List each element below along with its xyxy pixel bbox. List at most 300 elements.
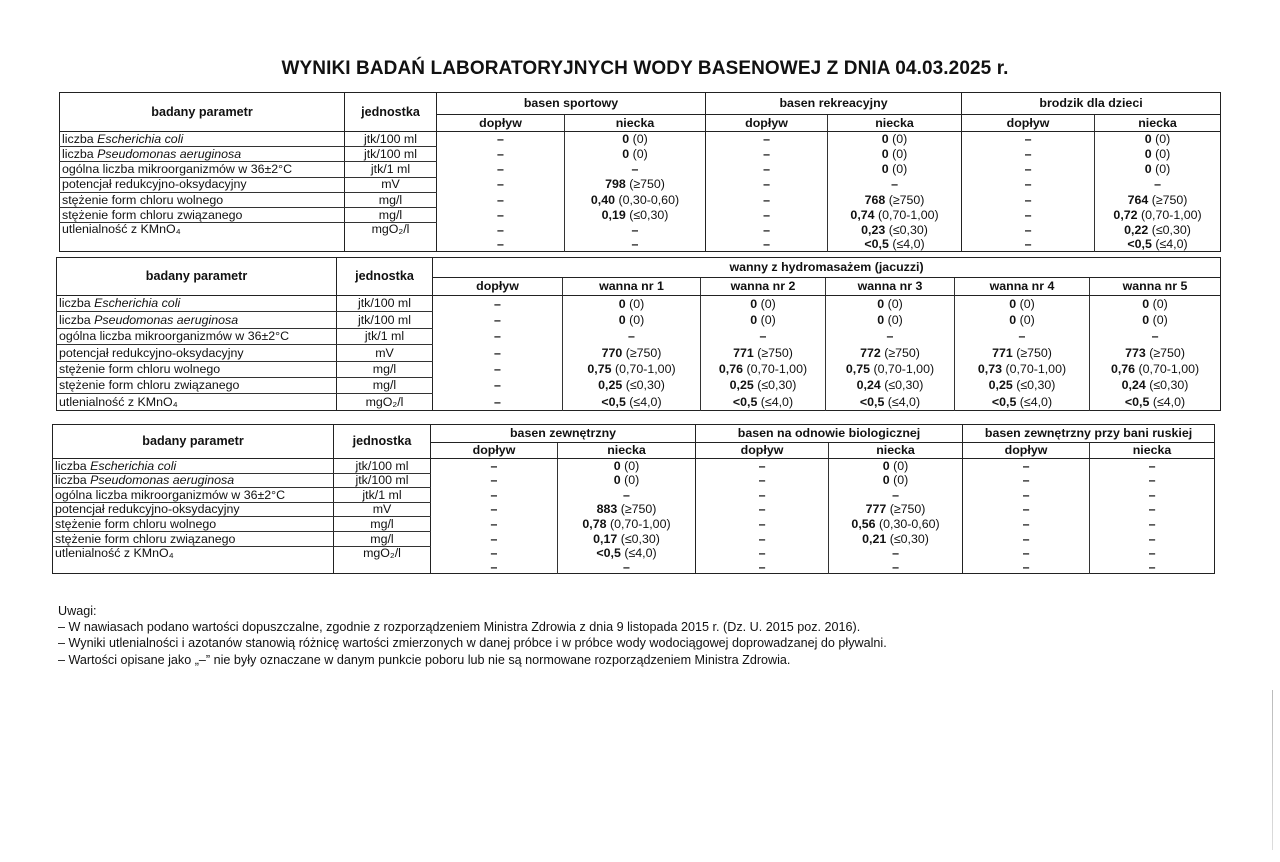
value-main: 0,24	[856, 378, 881, 393]
value-cell	[558, 502, 696, 517]
subheader-cell: niecka	[1095, 115, 1221, 132]
param-cell: stężenie form chloru wolnego	[57, 361, 337, 377]
param-cell: stężenie form chloru związanego	[53, 531, 334, 546]
value-cell	[829, 473, 963, 488]
value-cell	[828, 192, 962, 207]
value-limit: (≤4,0)	[1151, 237, 1188, 251]
value-cell	[829, 502, 963, 517]
value-cell	[828, 207, 962, 222]
param-cell: potencjał redukcyjno-oksydacyjny	[53, 502, 334, 517]
value-cell: –	[706, 162, 828, 177]
value-limit: (0,70-1,00)	[1137, 207, 1202, 222]
header-param: badany parametr	[53, 425, 334, 459]
value-main: 0,75	[845, 362, 871, 377]
value-cell: –	[955, 328, 1090, 344]
param-cell: stężenie form chloru wolnego	[53, 517, 334, 532]
param-cell: liczba Escherichia coli	[60, 132, 345, 147]
value-cell	[828, 238, 962, 251]
value-cell: –	[706, 223, 828, 238]
value-cell: –	[433, 361, 563, 377]
value-cell	[563, 394, 701, 410]
value-cell	[1095, 192, 1221, 207]
value-main: 0	[1142, 312, 1150, 327]
value-cell	[558, 517, 696, 532]
value-main: <0,5	[732, 394, 758, 409]
value-limit: (≥750)	[1012, 345, 1052, 360]
value-cell	[828, 147, 962, 162]
unit-cell: jtk/100 ml	[334, 473, 431, 488]
unit-cell: jtk/100 ml	[345, 147, 437, 162]
value-limit: (0,70-1,00)	[743, 362, 808, 377]
value-main: 0	[881, 132, 889, 147]
notes-heading: Uwagi:	[58, 604, 97, 618]
value-main: 768	[864, 192, 886, 207]
value-main: <0,5	[1127, 237, 1152, 251]
value-main: 770	[601, 345, 623, 360]
unit-cell: mgO₂/l	[337, 394, 433, 410]
subheader-cell: niecka	[558, 443, 696, 459]
unit-cell: jtk/100 ml	[337, 296, 433, 312]
value-cell	[565, 192, 706, 207]
subheader-cell: niecka	[828, 115, 962, 132]
value-cell: –	[701, 328, 826, 344]
value-limit: (≤0,30)	[886, 531, 929, 546]
value-cell: –	[828, 177, 962, 192]
value-limit: (≥750)	[622, 345, 662, 360]
value-cell	[565, 132, 706, 147]
value-cell	[826, 312, 955, 328]
group-header: brodzik dla dzieci	[962, 93, 1221, 115]
value-cell: –	[1090, 473, 1215, 488]
results-table-3	[52, 424, 1215, 574]
unit-cell: mgO₂/l	[334, 546, 431, 574]
value-cell: –	[437, 192, 565, 207]
value-limit: (≤4,0)	[1149, 394, 1186, 409]
value-cell	[1090, 361, 1221, 377]
value-limit: (≤0,30)	[622, 378, 665, 393]
value-cell	[1090, 345, 1221, 361]
unit-cell: mV	[345, 177, 437, 192]
value-cell: –	[962, 147, 1095, 162]
value-cell: –	[963, 502, 1090, 517]
value-cell	[563, 377, 701, 393]
value-main: 0	[882, 458, 890, 473]
unit-cell: jtk/100 ml	[337, 312, 433, 328]
value-cell: –	[431, 488, 558, 503]
value-main: 771	[733, 345, 754, 360]
header-row	[57, 258, 1221, 278]
value-cell: –	[431, 473, 558, 488]
unit-cell: mV	[334, 502, 431, 517]
value-cell: –	[433, 377, 563, 393]
value-cell	[828, 132, 962, 147]
value-cell: –	[696, 473, 829, 488]
value-cell: –	[696, 546, 829, 561]
value-limit: (≤4,0)	[888, 237, 925, 251]
param-cell: utlenialność z KMnO₄	[60, 223, 345, 251]
value-cell: –	[1090, 459, 1215, 474]
value-cell: –	[431, 531, 558, 546]
subheader-cell: niecka	[565, 115, 706, 132]
group-header: basen sportowy	[437, 93, 706, 115]
value-cell: –	[437, 207, 565, 222]
value-cell: –	[433, 394, 563, 410]
value-main: 0	[881, 147, 889, 162]
value-limit: (≥750)	[1148, 192, 1188, 207]
value-main: 0,72	[1113, 207, 1138, 222]
value-main: 0	[1142, 296, 1150, 311]
value-cell	[1095, 147, 1221, 162]
value-cell: –	[437, 132, 565, 147]
value-limit: (0,30-0,60)	[615, 192, 680, 207]
value-main: 0	[613, 458, 621, 473]
group-header: basen zewnętrzny przy bani ruskiej	[963, 425, 1215, 443]
value-cell: –	[558, 561, 696, 574]
table-row	[60, 162, 1221, 177]
value-cell: –	[433, 312, 563, 328]
value-limit: (≥750)	[886, 502, 926, 517]
param-cell: utlenialność z KMnO₄	[53, 546, 334, 574]
subheader-cell: wanna nr 2	[701, 278, 826, 296]
param-cell: potencjał redukcyjno-oksydacyjny	[60, 177, 345, 192]
value-cell	[826, 361, 955, 377]
value-cell: –	[696, 459, 829, 474]
value-cell: –	[1090, 328, 1221, 344]
value-cell: –	[706, 192, 828, 207]
subheader-cell: wanna nr 1	[563, 278, 701, 296]
value-cell	[829, 459, 963, 474]
value-cell: –	[558, 488, 696, 503]
value-limit: (0,70-1,00)	[870, 362, 935, 377]
value-main: 771	[992, 345, 1013, 360]
value-cell: –	[962, 132, 1095, 147]
table-row	[53, 488, 1215, 503]
value-cell	[701, 377, 826, 393]
value-cell	[826, 296, 955, 312]
value-limit: (≤0,30)	[753, 378, 797, 393]
subheader-cell: dopływ	[431, 443, 558, 459]
param-cell: potencjał redukcyjno-oksydacyjny	[57, 345, 337, 361]
unit-cell: mg/l	[334, 517, 431, 532]
value-main: <0,5	[859, 394, 885, 409]
value-cell: –	[829, 546, 963, 561]
results-table-2	[56, 257, 1221, 411]
value-main: 0,75	[587, 362, 612, 377]
value-cell: –	[962, 177, 1095, 192]
table-row	[60, 223, 1221, 238]
scan-edge-mark	[1272, 690, 1273, 850]
value-limit: (≥750)	[617, 502, 657, 517]
unit-cell: mgO₂/l	[345, 223, 437, 251]
value-main: 0,78	[582, 516, 607, 531]
value-cell: –	[433, 328, 563, 344]
param-cell: liczba Pseudomonas aeruginosa	[60, 147, 345, 162]
param-cell: stężenie form chloru wolnego	[60, 192, 345, 207]
unit-cell: jtk/1 ml	[345, 162, 437, 177]
value-cell	[1095, 132, 1221, 147]
value-cell	[1090, 296, 1221, 312]
unit-cell: mg/l	[337, 361, 433, 377]
subheader-cell: wanna nr 5	[1090, 278, 1221, 296]
value-cell: –	[563, 328, 701, 344]
value-cell	[829, 517, 963, 532]
param-cell: liczba Pseudomonas aeruginosa	[57, 312, 337, 328]
value-limit: (0)	[1151, 162, 1171, 177]
value-cell: –	[1090, 502, 1215, 517]
value-main: 0	[618, 296, 626, 311]
value-limit: (≤4,0)	[884, 394, 921, 409]
page-title: WYNIKI BADAŃ LABORATORYJNYCH WODY BASENOWEJ Z DNIA 04.03.2025 r.	[281, 58, 1009, 79]
subheader-cell: wanna nr 3	[826, 278, 955, 296]
table-row	[57, 361, 1221, 377]
value-limit: (≥750)	[1145, 345, 1185, 360]
value-cell: –	[963, 488, 1090, 503]
value-cell	[1090, 394, 1221, 410]
value-cell: –	[1090, 531, 1215, 546]
value-limit: (≤0,30)	[1012, 378, 1056, 393]
table-row	[53, 546, 1215, 561]
value-main: <0,5	[991, 394, 1017, 409]
value-limit: (≤0,30)	[617, 531, 660, 546]
value-limit: (0)	[757, 312, 776, 327]
unit-cell: jtk/100 ml	[345, 132, 437, 147]
value-limit: (≤4,0)	[1016, 394, 1053, 409]
value-cell	[701, 361, 826, 377]
value-main: 0,19	[601, 207, 626, 222]
value-cell	[565, 177, 706, 192]
value-limit: (0)	[889, 473, 909, 488]
value-main: 0,73	[977, 362, 1003, 377]
value-cell: –	[1090, 561, 1215, 574]
table-row	[53, 459, 1215, 474]
value-cell	[955, 312, 1090, 328]
header-unit: jednostka	[345, 93, 437, 132]
value-main: 0	[1009, 296, 1017, 311]
table-row	[57, 328, 1221, 344]
value-cell: –	[431, 517, 558, 532]
value-cell	[829, 531, 963, 546]
table-row	[60, 192, 1221, 207]
unit-cell: mV	[337, 345, 433, 361]
unit-cell: jtk/1 ml	[334, 488, 431, 503]
param-cell: ogólna liczba mikroorganizmów w 36±2°C	[60, 162, 345, 177]
value-main: 0	[750, 296, 758, 311]
value-limit: (0)	[1151, 132, 1171, 147]
value-cell: –	[706, 207, 828, 222]
subheader-cell: dopływ	[962, 115, 1095, 132]
note-item: – Wyniki utlenialności i azotanów stanowią różnicę wartości zmierzonych w danej próbce i w próbce wody wodociągowej doprowadzanej do pływalni.	[58, 636, 887, 651]
table-row	[57, 394, 1221, 410]
value-limit: (0)	[1149, 312, 1168, 327]
value-limit: (0,70-1,00)	[1002, 362, 1067, 377]
value-main: <0,5	[1124, 394, 1150, 409]
value-main: 0,76	[1110, 362, 1136, 377]
table-row	[60, 132, 1221, 147]
value-cell: –	[706, 147, 828, 162]
value-main: 0	[881, 162, 889, 177]
subheader-cell: wanna nr 4	[955, 278, 1090, 296]
param-cell: liczba Escherichia coli	[57, 296, 337, 312]
value-cell	[1095, 162, 1221, 177]
value-cell	[1095, 207, 1221, 222]
table-row	[53, 531, 1215, 546]
value-cell	[565, 207, 706, 222]
value-main: 0,25	[598, 378, 623, 393]
value-cell: –	[437, 177, 565, 192]
group-header: basen zewnętrzny	[431, 425, 696, 443]
value-limit: (0)	[1016, 296, 1035, 311]
value-cell: –	[962, 238, 1095, 251]
value-main: 0	[1144, 132, 1152, 147]
value-limit: (≤0,30)	[885, 223, 928, 238]
value-cell	[558, 459, 696, 474]
value-limit: (≤4,0)	[625, 394, 662, 409]
value-limit: (0)	[1149, 296, 1168, 311]
value-limit: (0,70-1,00)	[606, 516, 671, 531]
value-limit: (0)	[888, 132, 908, 147]
param-cell: stężenie form chloru związanego	[60, 207, 345, 222]
value-cell	[563, 361, 701, 377]
value-cell: –	[696, 531, 829, 546]
unit-cell: mg/l	[337, 377, 433, 393]
value-cell	[565, 147, 706, 162]
value-cell	[558, 531, 696, 546]
value-main: 0,56	[851, 516, 876, 531]
value-cell: –	[1090, 488, 1215, 503]
value-main: 0,24	[1121, 378, 1146, 393]
value-limit: (0,70-1,00)	[1135, 362, 1200, 377]
value-limit: (0)	[625, 296, 645, 311]
unit-cell: mg/l	[345, 207, 437, 222]
table-row	[57, 312, 1221, 328]
value-main: 0	[622, 147, 630, 162]
value-main: 0,40	[590, 192, 616, 207]
value-cell: –	[437, 223, 565, 238]
note-item: – Wartości opisane jako „–” nie były oznaczane w danym punkcie poboru lub nie są normowane rozporządzeniem Ministra Zdrowia.	[58, 652, 791, 667]
value-cell: –	[826, 328, 955, 344]
value-main: 0	[1009, 312, 1017, 327]
value-cell: –	[696, 561, 829, 574]
notes-section	[58, 603, 887, 668]
value-main: 0	[750, 312, 758, 327]
value-limit: (0)	[888, 147, 908, 162]
value-cell: –	[963, 561, 1090, 574]
header-row	[60, 93, 1221, 115]
value-limit: (≥750)	[753, 345, 793, 360]
value-cell: –	[962, 207, 1095, 222]
table-row	[60, 207, 1221, 222]
header-param: badany parametr	[57, 258, 337, 296]
value-cell	[1095, 223, 1221, 238]
table-row	[57, 345, 1221, 361]
value-cell: –	[706, 177, 828, 192]
value-limit: (0)	[888, 162, 908, 177]
note-item: – W nawiasach podano wartości dopuszczalne, zgodnie z rozporządzeniem Ministra Zdrowia z dnia 9 listopada 2015 r. (Dz. U. 2015 poz. 2016).	[58, 620, 861, 635]
value-cell	[1095, 238, 1221, 251]
subheader-cell: dopływ	[963, 443, 1090, 459]
value-limit: (0)	[757, 296, 776, 311]
value-limit: (0)	[1151, 147, 1171, 162]
value-main: <0,5	[596, 546, 621, 561]
value-cell	[828, 162, 962, 177]
value-cell: –	[696, 502, 829, 517]
value-cell	[558, 473, 696, 488]
header-param: badany parametr	[60, 93, 345, 132]
value-cell	[955, 345, 1090, 361]
value-cell: –	[963, 531, 1090, 546]
value-cell: –	[1090, 517, 1215, 532]
value-main: 0,76	[718, 362, 744, 377]
table-row	[53, 502, 1215, 517]
value-main: 798	[605, 177, 626, 192]
value-limit: (0)	[889, 458, 909, 473]
value-limit: (0)	[625, 312, 645, 327]
value-cell: –	[431, 459, 558, 474]
value-cell	[701, 312, 826, 328]
value-cell	[558, 546, 696, 561]
value-cell	[955, 394, 1090, 410]
value-cell: –	[437, 147, 565, 162]
value-main: <0,5	[601, 394, 626, 409]
value-cell: –	[433, 345, 563, 361]
unit-cell: jtk/1 ml	[337, 328, 433, 344]
value-main: 777	[865, 502, 887, 517]
value-main: 0	[1144, 147, 1152, 162]
value-cell: –	[706, 132, 828, 147]
value-main: 0	[877, 296, 885, 311]
value-limit: (≤0,30)	[625, 207, 669, 222]
value-limit: (0,30-0,60)	[875, 516, 940, 531]
value-cell	[701, 296, 826, 312]
value-main: 883	[596, 502, 618, 517]
value-cell: –	[433, 296, 563, 312]
value-limit: (0)	[629, 132, 648, 147]
value-limit: (0)	[620, 458, 640, 473]
value-limit: (0)	[620, 473, 640, 488]
subheader-cell: niecka	[1090, 443, 1215, 459]
value-cell: –	[565, 162, 706, 177]
value-main: 773	[1125, 345, 1146, 360]
value-cell: –	[962, 192, 1095, 207]
value-main: 0,25	[729, 378, 754, 393]
unit-cell: mg/l	[334, 531, 431, 546]
value-limit: (0,70-1,00)	[611, 362, 676, 377]
value-cell: –	[565, 238, 706, 251]
value-cell: –	[437, 162, 565, 177]
header-row	[53, 425, 1215, 443]
header-unit: jednostka	[337, 258, 433, 296]
value-cell: –	[431, 561, 558, 574]
value-limit: (≤0,30)	[1148, 223, 1191, 238]
param-cell: ogólna liczba mikroorganizmów w 36±2°C	[53, 488, 334, 503]
param-cell: liczba Escherichia coli	[53, 459, 334, 474]
subheader-cell: dopływ	[706, 115, 828, 132]
value-limit: (0)	[1016, 312, 1035, 327]
value-cell: –	[962, 223, 1095, 238]
value-cell: –	[963, 459, 1090, 474]
subheader-cell: dopływ	[696, 443, 829, 459]
value-limit: (≤4,0)	[757, 394, 794, 409]
value-limit: (0)	[884, 296, 903, 311]
value-cell: –	[963, 546, 1090, 561]
value-main: 0	[1144, 162, 1152, 177]
value-cell	[826, 394, 955, 410]
value-main: 0,17	[593, 531, 618, 546]
table-row	[53, 517, 1215, 532]
subheader-cell: dopływ	[437, 115, 565, 132]
value-cell	[563, 345, 701, 361]
value-main: 0	[882, 473, 890, 488]
